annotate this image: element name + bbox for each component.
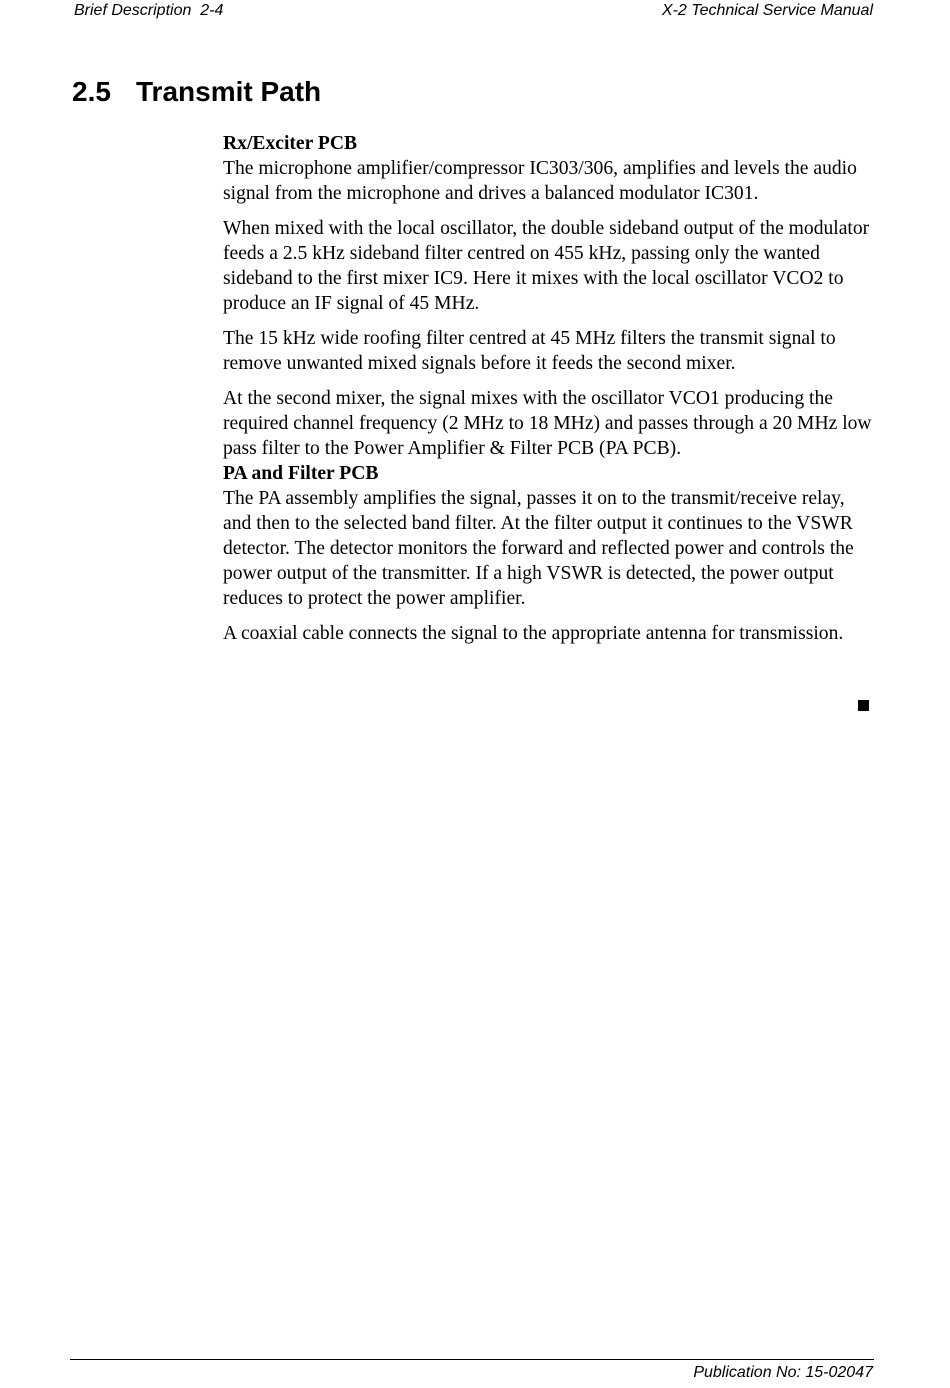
subheading-rx-exciter: Rx/Exciter PCB: [223, 133, 358, 154]
paragraph: When mixed with the local oscillator, the double sideband output of the modulator feeds a 2.5 kHz sideband filter centred on 455 kHz, passing only the wanted sideband to the first mixer IC9. Here it mixes with the local oscillator VCO2 to produce an IF signal of 45 MHz.: [223, 218, 870, 314]
running-header: [74, 2, 873, 24]
section-title: Transmit Path: [136, 76, 322, 107]
footer-publication-number: Publication No: 15-02047: [693, 1364, 873, 1381]
paragraph: A coaxial cable connects the signal to the appropriate antenna for transmission.: [223, 623, 844, 644]
paragraph: The 15 kHz wide roofing filter centred at 45 MHz filters the transmit signal to remove unwanted mixed signals before it feeds the second mixer.: [223, 328, 836, 374]
paragraph: At the second mixer, the signal mixes with the oscillator VCO1 producing the required channel frequency (2 MHz to 18 MHz) and passes through a 20 MHz low pass filter to the Power Amplifier & Filter PCB (PA PCB).: [223, 388, 872, 459]
paragraph: The microphone amplifier/compressor IC303/306, amplifies and levels the audio signal from the microphone and drives a balanced modulator IC301.: [223, 158, 857, 204]
section-number: 2.5: [72, 76, 111, 107]
footer-rule: [70, 1359, 874, 1360]
paragraph: The PA assembly amplifies the signal, passes it on to the transmit/receive relay, and then to the selected band filter. At the filter output it continues to the VSWR detector. The detector monitors the forward and reflected power and controls the power output of the transmitter. If a high VSWR is detected, the power output reduces to protect the power amplifier.: [223, 488, 854, 609]
header-chapter-page: Brief Description 2-4: [74, 2, 224, 19]
section-body: [223, 131, 875, 656]
subheading-pa-filter: PA and Filter PCB: [223, 463, 379, 484]
end-of-section-marker: [858, 700, 869, 711]
header-manual-title: X-2 Technical Service Manual: [661, 2, 873, 19]
section-heading: [72, 76, 321, 108]
